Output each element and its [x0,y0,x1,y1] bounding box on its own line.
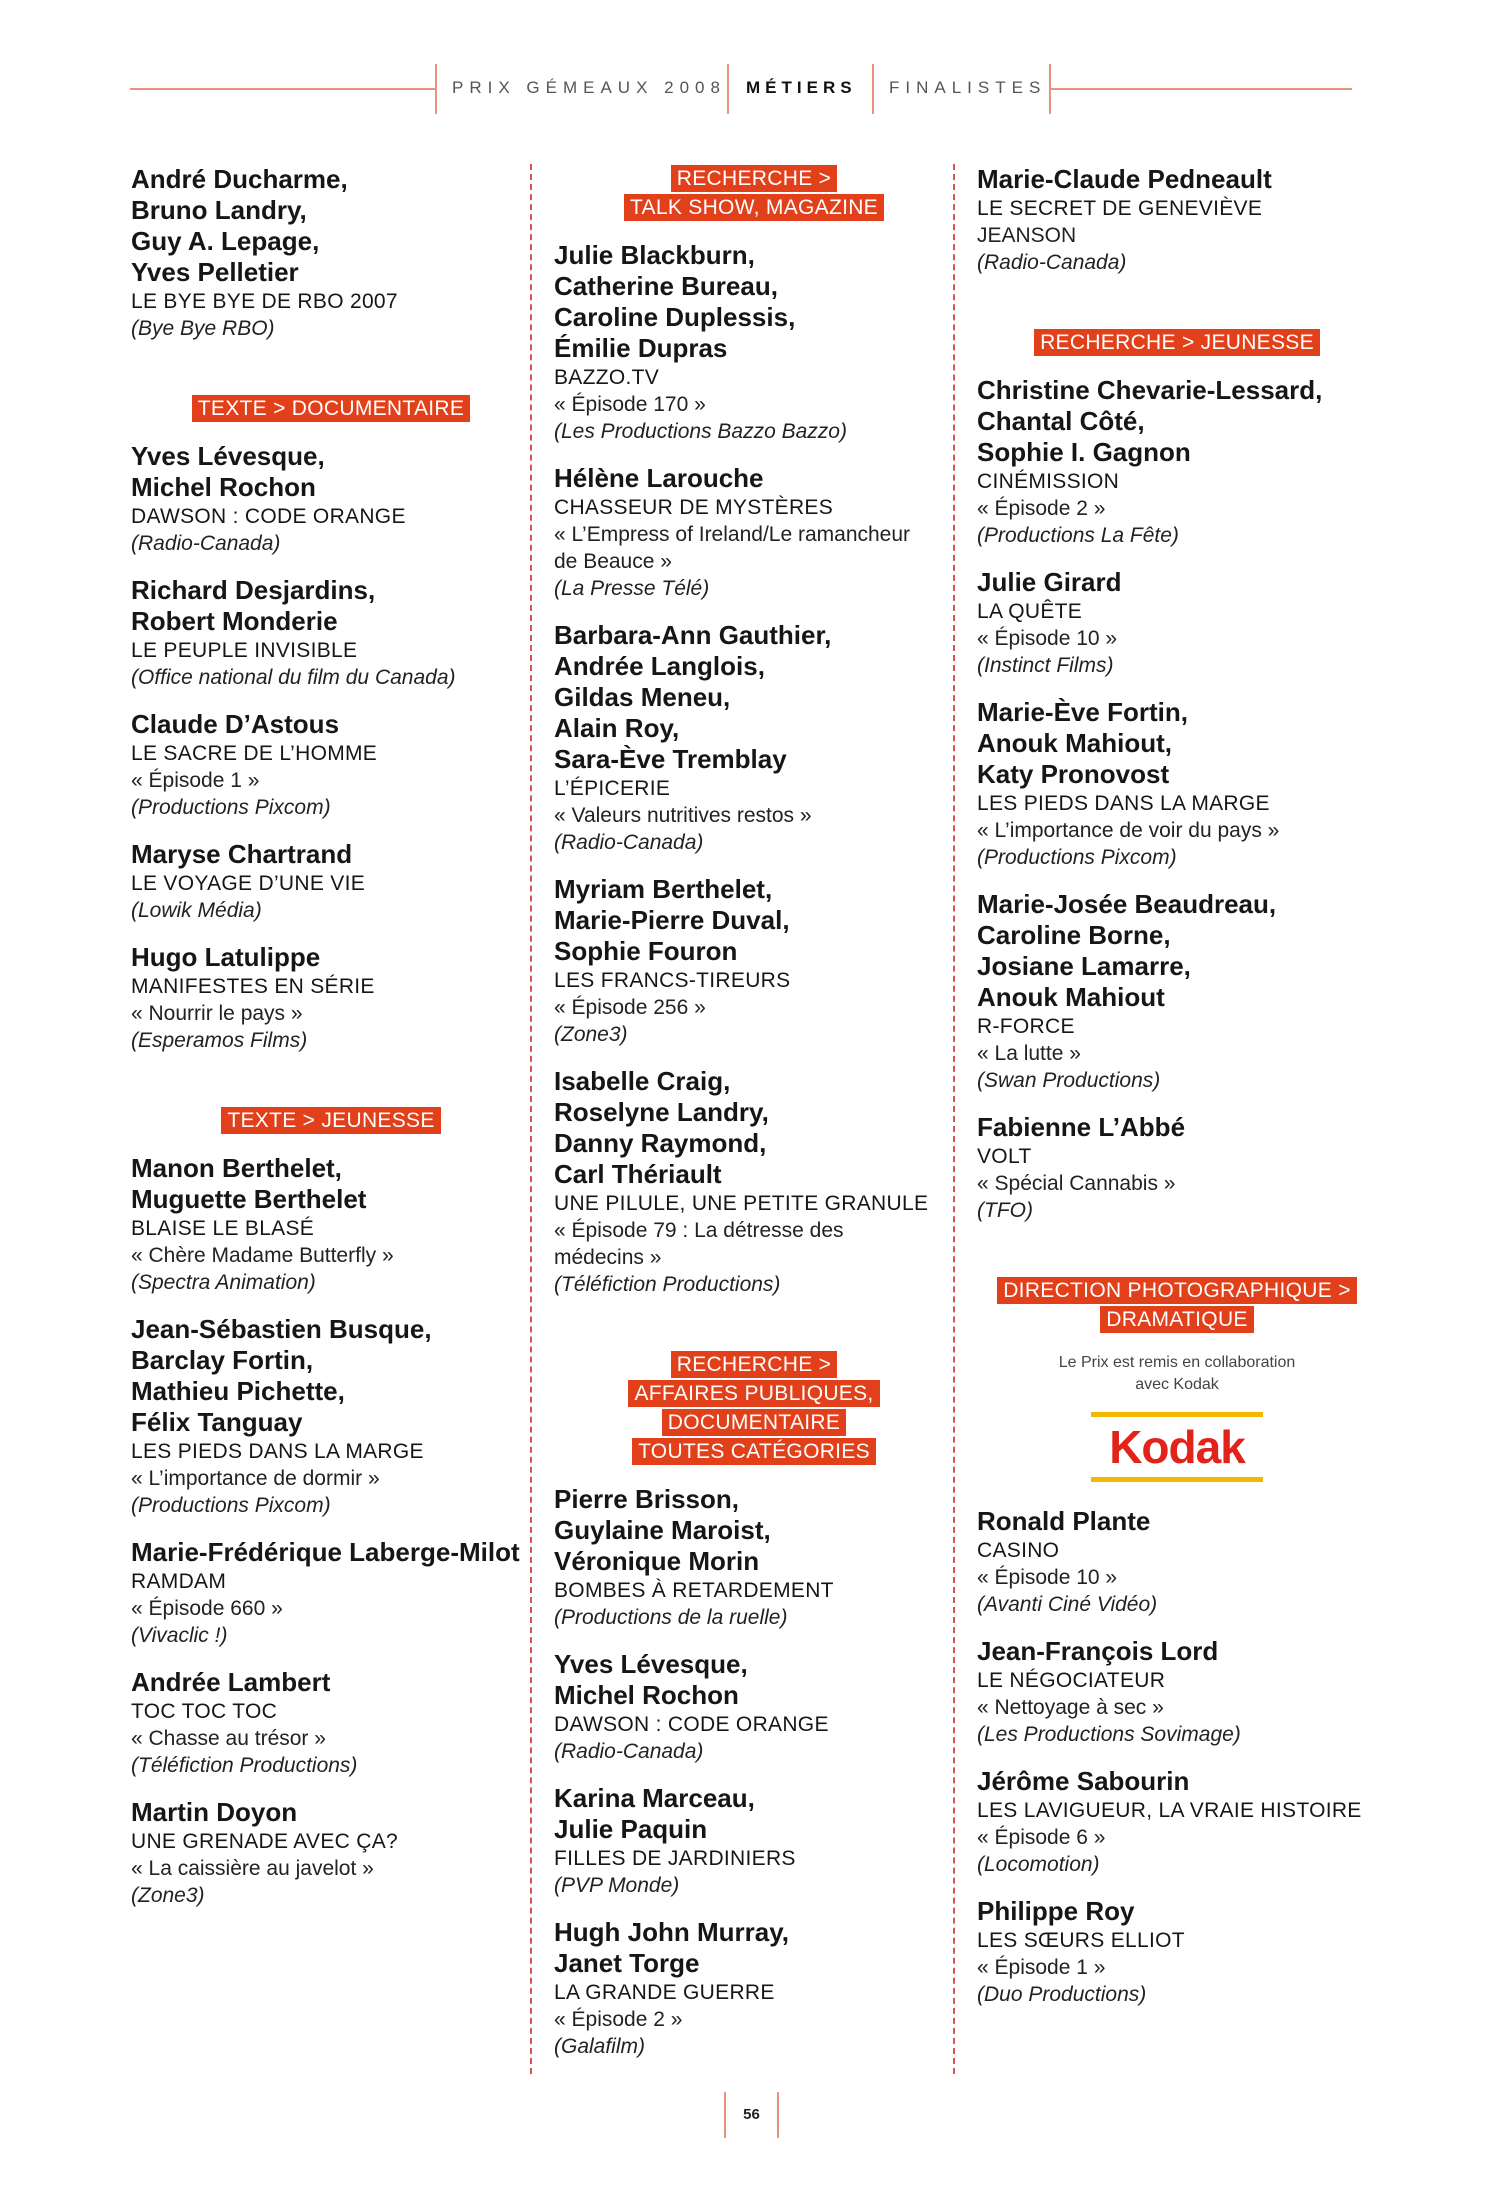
kodak-logo [977,1412,1377,1482]
entries [131,164,531,342]
finalist-names [554,1066,954,1190]
finalist-entry [131,164,531,342]
finalist-entry [977,889,1377,1094]
header-section: MÉTIERS [746,78,857,97]
finalist-entry [131,575,531,691]
finalist-name: Karina Marceau, [554,1783,755,1813]
finalist-names [131,1314,531,1438]
finalist-name: Marie-Josée Beaudreau, [977,889,1277,919]
finalist-name: Marie-Ève Fortin, [977,697,1188,727]
production-company: (Swan Productions) [977,1069,1161,1092]
category-tag: DRAMATIQUE [1100,1306,1253,1333]
category-tag: AFFAIRES PUBLIQUES, [628,1380,879,1407]
production-company: (Locomotion) [977,1853,1100,1876]
episode-line: « La caissière au javelot » [131,1857,374,1880]
finalist-name: Gildas Meneu, [554,682,731,712]
production-company: (Lowik Média) [131,899,262,922]
finalist-names [554,463,954,494]
finalist-name: Fabienne L’Abbé [977,1112,1186,1142]
production-company: (PVP Monde) [554,1874,680,1897]
page-number: 56 [724,2092,779,2138]
finalist-entry [131,839,531,924]
finalist-entry [554,240,954,445]
finalist-name: Caroline Borne, [977,920,1171,950]
finalist-names [977,1896,1377,1927]
episode-line: « Nourrir le pays » [131,1002,303,1025]
episode-line: « Épisode 1 » [977,1956,1106,1979]
production-company: (Productions La Fête) [977,524,1179,547]
show-title: TOC TOC TOC [131,1700,278,1723]
show-title: DAWSON : CODE ORANGE [131,505,406,528]
finalist-entry [554,1649,954,1765]
finalist-entry [131,441,531,557]
finalist-name: Yves Pelletier [131,257,299,287]
category-tag: TOUTES CATÉGORIES [632,1438,876,1465]
production-company: (Téléfiction Productions) [131,1754,358,1777]
category-tag: DIRECTION PHOTOGRAPHIQUE > [997,1277,1357,1304]
category-tag: TALK SHOW, MAGAZINE [624,194,884,221]
finalist-names [131,709,531,740]
finalist-entry [131,942,531,1054]
production-company: (Téléfiction Productions) [554,1273,781,1296]
entries [131,441,531,1054]
show-title: LES PIEDS DANS LA MARGE [131,1440,424,1463]
show-title: LE NÉGOCIATEUR [977,1669,1166,1692]
finalist-name: Muguette Berthelet [131,1184,367,1214]
show-title: MANIFESTES EN SÉRIE [131,975,375,998]
sponsor-note [977,1352,1377,1396]
show-title: LE SECRET DE GENEVIÈVE [977,197,1263,220]
finalist-names [977,375,1377,468]
finalist-names [977,1766,1377,1797]
finalist-name: Chantal Côté, [977,406,1145,436]
finalist-entry [131,1314,531,1519]
episode-line: « Spécial Cannabis » [977,1172,1176,1195]
show-title: RAMDAM [131,1570,227,1593]
finalist-names [131,164,531,288]
finalist-entry [554,1917,954,2060]
finalist-name: Jean-Sébastien Busque, [131,1314,432,1344]
finalist-entry [554,1484,954,1631]
category-tag: TEXTE > JEUNESSE [221,1107,440,1134]
finalist-name: Guy A. Lepage, [131,226,320,256]
show-title: FILLES DE JARDINIERS [554,1847,796,1870]
episode-line: « L’importance de dormir » [131,1467,380,1490]
show-title: LA GRANDE GUERRE [554,1981,775,2004]
finalist-name: André Ducharme, [131,164,348,194]
production-company: (Productions de la ruelle) [554,1606,788,1629]
finalist-name: Julie Blackburn, [554,240,755,270]
finalist-name: Christine Chevarie-Lessard, [977,375,1323,405]
show-title: LES LAVIGUEUR, LA VRAIE HISTOIRE [977,1799,1362,1822]
header-tick [435,64,437,114]
finalist-name: Félix Tanguay [131,1407,303,1437]
finalist-name: Hélène Larouche [554,463,764,493]
finalist-names [131,1667,531,1698]
column-2 [554,164,954,2078]
episode-line: JEANSON [977,224,1077,247]
header-tick [872,64,874,114]
finalist-name: Émilie Dupras [554,333,728,363]
show-title: UNE GRENADE AVEC ÇA? [131,1830,399,1853]
show-title: LE PEUPLE INVISIBLE [131,639,358,662]
finalist-names [131,441,531,503]
finalist-names [554,1484,954,1577]
finalist-name: Andrée Langlois, [554,651,765,681]
finalist-names [977,889,1377,1013]
category-tag: TEXTE > DOCUMENTAIRE [192,395,470,422]
finalist-names [554,1649,954,1711]
production-company: (Zone3) [131,1884,205,1907]
finalist-entry [131,1537,531,1649]
finalist-name: Julie Paquin [554,1814,708,1844]
finalist-name: Marie-Claude Pedneault [977,164,1272,194]
finalist-entry [977,697,1377,871]
episode-line: de Beauce » [554,550,672,573]
production-company: (Spectra Animation) [131,1271,316,1294]
episode-line: « Épisode 660 » [131,1597,283,1620]
episode-line: « Nettoyage à sec » [977,1696,1164,1719]
finalist-name: Guylaine Maroist, [554,1515,771,1545]
finalist-entry [554,1066,954,1298]
category-tag: RECHERCHE > [671,1351,837,1378]
finalist-names [977,1112,1377,1143]
show-title: DAWSON : CODE ORANGE [554,1713,829,1736]
finalist-entry [554,874,954,1048]
finalist-name: Michel Rochon [554,1680,739,1710]
finalist-names [977,567,1377,598]
episode-line: « La lutte » [977,1042,1081,1065]
category-tag: RECHERCHE > JEUNESSE [1034,329,1320,356]
episode-line: « Épisode 2 » [554,2008,683,2031]
production-company: (Vivaclic !) [131,1624,228,1647]
finalist-name: Bruno Landry, [131,195,307,225]
finalist-name: Yves Lévesque, [131,441,325,471]
show-title: LE SACRE DE L’HOMME [131,742,378,765]
production-company: (Office national du film du Canada) [131,666,456,689]
finalist-entry [977,567,1377,679]
show-title: CINÉMISSION [977,470,1120,493]
finalist-name: Ronald Plante [977,1506,1151,1536]
finalist-name: Andrée Lambert [131,1667,331,1697]
finalist-name: Martin Doyon [131,1797,298,1827]
finalist-name: Claude D’Astous [131,709,340,739]
episode-line: « Chasse au trésor » [131,1727,326,1750]
episode-line: « Épisode 1 » [131,769,260,792]
show-title: UNE PILULE, UNE PETITE GRANULE [554,1192,929,1215]
finalist-entry [554,620,954,856]
entries [554,1484,954,2060]
finalist-name: Yves Lévesque, [554,1649,748,1679]
finalist-name: Josiane Lamarre, [977,951,1191,981]
finalist-names [131,1797,531,1828]
production-company: (Les Productions Sovimage) [977,1723,1241,1746]
finalist-name: Hugh John Murray, [554,1917,789,1947]
finalist-name: Marie-Frédérique Laberge-Milot [131,1537,520,1567]
finalist-name: Myriam Berthelet, [554,874,773,904]
finalist-name: Alain Roy, [554,713,680,743]
category-heading [554,1350,954,1466]
show-title: LA QUÊTE [977,600,1083,623]
category-heading [131,1106,531,1135]
finalist-name: Isabelle Craig, [554,1066,731,1096]
finalist-name: Sophie I. Gagnon [977,437,1191,467]
episode-line: « L’Empress of Ireland/Le ramancheur [554,523,911,546]
sponsor-note-line: Le Prix est remis en collaboration [1058,1354,1296,1371]
finalist-names [977,164,1377,195]
finalist-name: Marie-Pierre Duval, [554,905,790,935]
header-rule-left [130,88,435,90]
finalist-name: Mathieu Pichette, [131,1376,345,1406]
production-company: (Esperamos Films) [131,1029,308,1052]
production-company: (Galafilm) [554,2035,646,2058]
show-title: LE VOYAGE D’UNE VIE [131,872,366,895]
category-heading [131,394,531,423]
show-title: BAZZO.TV [554,366,660,389]
sponsor-note-line: avec Kodak [1135,1376,1219,1393]
finalist-entry [977,375,1377,549]
finalist-name: Janet Torge [554,1948,700,1978]
show-title: CASINO [977,1539,1060,1562]
episode-line: « Épisode 79 : La détresse des [554,1219,844,1242]
production-company: (Productions Pixcom) [131,796,331,819]
finalist-entry [554,463,954,602]
production-company: (Duo Productions) [977,1983,1147,2006]
finalist-name: Jean-François Lord [977,1636,1219,1666]
entries [977,164,1377,276]
finalist-names [554,620,954,775]
production-company: (Les Productions Bazzo Bazzo) [554,420,847,443]
header-prix: PRIX GÉMEAUX 2008 [452,78,726,97]
category-heading [554,164,954,222]
category-list [977,328,1377,2008]
category-tag: RECHERCHE > [671,165,837,192]
episode-line: « Chère Madame Butterfly » [131,1244,394,1267]
category-tag: DOCUMENTAIRE [662,1409,846,1436]
column-3 [977,164,1377,2026]
finalist-names [131,942,531,973]
finalist-names [131,1153,531,1215]
finalist-entry [131,709,531,821]
production-company: (Bye Bye RBO) [131,317,275,340]
finalist-name: Caroline Duplessis, [554,302,796,332]
finalist-entry [977,164,1377,276]
finalist-entry [131,1797,531,1909]
finalist-name: Maryse Chartrand [131,839,353,869]
finalist-entry [977,1896,1377,2008]
logo-bar-bottom [1091,1477,1263,1482]
show-title: LES PIEDS DANS LA MARGE [977,792,1270,815]
show-title: L’ÉPICERIE [554,777,671,800]
entries [977,375,1377,1224]
finalist-name: Anouk Mahiout, [977,728,1172,758]
finalist-name: Danny Raymond, [554,1128,767,1158]
category-heading [977,1276,1377,1334]
category-list [131,394,531,1909]
show-title: R-FORCE [977,1015,1075,1038]
finalist-name: Manon Berthelet, [131,1153,342,1183]
show-title: VOLT [977,1145,1032,1168]
production-company: (Productions Pixcom) [977,846,1177,869]
show-title: LES SŒURS ELLIOT [977,1929,1185,1952]
production-company: (Instinct Films) [977,654,1114,677]
show-title: LES FRANCS-TIREURS [554,969,791,992]
finalist-names [131,839,531,870]
finalist-name: Jérôme Sabourin [977,1766,1190,1796]
finalist-names [977,697,1377,790]
header-rule-right [1049,88,1352,90]
episode-line: « Valeurs nutritives restos » [554,804,812,827]
episode-line: médecins » [554,1246,662,1269]
production-company: (Zone3) [554,1023,628,1046]
finalist-names [977,1636,1377,1667]
show-title: LE BYE BYE DE RBO 2007 [131,290,398,313]
finalist-name: Katy Pronovost [977,759,1170,789]
finalist-name: Barbara-Ann Gauthier, [554,620,832,650]
finalist-names [554,1917,954,1979]
finalist-name: Hugo Latulippe [131,942,321,972]
episode-line: « Épisode 10 » [977,627,1118,650]
finalist-name: Roselyne Landry, [554,1097,769,1127]
header-tick [727,64,729,114]
finalist-name: Robert Monderie [131,606,338,636]
finalist-entry [977,1636,1377,1748]
finalist-entry [131,1667,531,1779]
production-company: (Productions Pixcom) [131,1494,331,1517]
episode-line: « Épisode 2 » [977,497,1106,520]
logo-wordmark: Kodak [1109,1421,1245,1473]
finalist-entry [977,1112,1377,1224]
show-title: BLAISE LE BLASÉ [131,1217,315,1240]
production-company: (Avanti Ciné Vidéo) [977,1593,1158,1616]
finalist-entry [977,1766,1377,1878]
entries [131,1153,531,1909]
episode-line: « Épisode 10 » [977,1566,1118,1589]
finalist-name: Michel Rochon [131,472,316,502]
finalist-entry [977,1506,1377,1618]
production-company: (Radio-Canada) [131,532,281,555]
finalist-name: Carl Thériault [554,1159,722,1189]
episode-line: « Épisode 170 » [554,393,706,416]
finalist-name: Catherine Bureau, [554,271,778,301]
header-finalistes: FINALISTES [889,78,1047,97]
finalist-name: Sara-Ève Tremblay [554,744,787,774]
finalist-entry [131,1153,531,1296]
finalist-name: Barclay Fortin, [131,1345,314,1375]
production-company: (Radio-Canada) [977,251,1127,274]
finalist-entry [554,1783,954,1899]
production-company: (Radio-Canada) [554,1740,704,1763]
episode-line: « L’importance de voir du pays » [977,819,1280,842]
category-list [554,164,954,2060]
finalist-name: Richard Desjardins, [131,575,376,605]
production-company: (La Presse Télé) [554,577,710,600]
finalist-name: Anouk Mahiout [977,982,1165,1012]
production-company: (Radio-Canada) [554,831,704,854]
finalist-names [554,240,954,364]
finalist-names [977,1506,1377,1537]
finalist-name: Julie Girard [977,567,1122,597]
production-company: (TFO) [977,1199,1033,1222]
episode-line: « Épisode 256 » [554,996,706,1019]
episode-line: « Épisode 6 » [977,1826,1106,1849]
column-1 [131,164,531,1927]
show-title: BOMBES À RETARDEMENT [554,1579,834,1602]
category-heading [977,328,1377,357]
finalist-names [131,575,531,637]
entries [977,1506,1377,2008]
finalist-name: Sophie Fouron [554,936,738,966]
finalist-names [554,1783,954,1845]
finalist-names [554,874,954,967]
finalist-name: Véronique Morin [554,1546,760,1576]
finalist-name: Philippe Roy [977,1896,1135,1926]
entries [554,240,954,1298]
finalist-name: Pierre Brisson, [554,1484,739,1514]
finalist-names [131,1537,531,1568]
show-title: CHASSEUR DE MYSTÈRES [554,496,834,519]
